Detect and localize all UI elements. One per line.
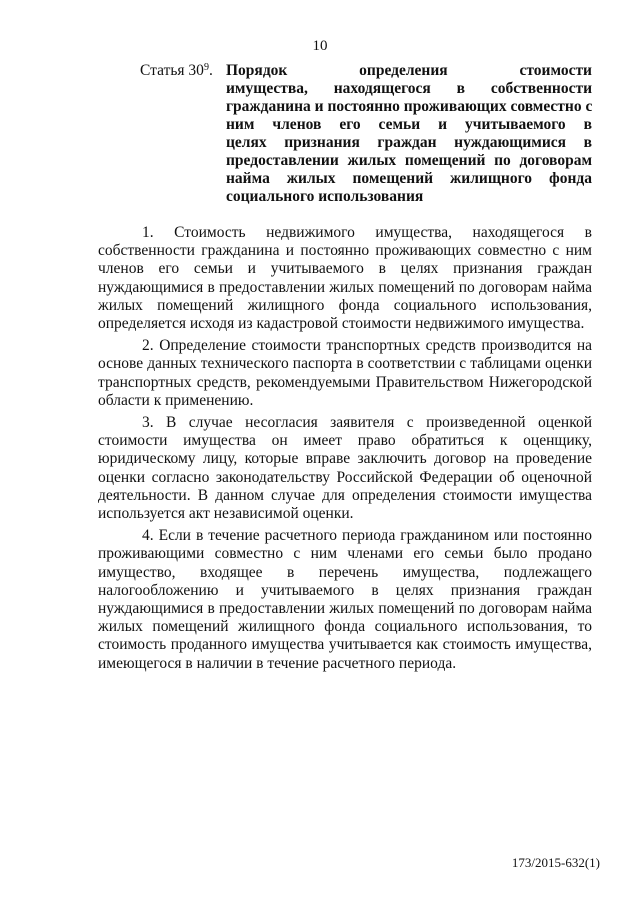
paragraph-line: 3. В случае несогласия заявителя с произведенной оценкой bbox=[142, 414, 592, 432]
paragraph-line: имущество, входящее в перечень имущества, подлежащего bbox=[98, 563, 592, 581]
paragraph-line: транспортных средств, рекомендуемыми Правительством Нижегородской bbox=[98, 373, 592, 391]
paragraph-line: 1. Стоимость недвижимого имущества, находящегося в bbox=[142, 224, 592, 241]
paragraph-line: стоимости имущества он имеет право обратиться к оценщику, bbox=[98, 432, 592, 450]
page-number: 10 bbox=[312, 38, 328, 54]
paragraph-line: жилых помещений жилищного фонда социального использования, bbox=[98, 296, 592, 314]
article-title-line: найма жилых помещений жилищного фонда bbox=[226, 170, 592, 187]
article-label-dot: . bbox=[208, 62, 213, 79]
paragraph-line: членов его семьи и учитываемого в целях признания граждан bbox=[98, 260, 592, 278]
article-title-line: предоставлении жилых помещений по договорам bbox=[226, 152, 592, 169]
paragraph-line: налогообложению и учитываемого в целях признания граждан bbox=[98, 581, 592, 599]
paragraph-line: 2. Определение стоимости транспортных средств производится на bbox=[142, 337, 592, 355]
paragraph-line: имеющегося в наличии в течение расчетного периода. bbox=[98, 654, 457, 672]
article-title-line: целях признания граждан нуждающимися в bbox=[226, 134, 592, 151]
paragraph-line: основе данных технического паспорта в соответствии с таблицами оценки bbox=[98, 355, 592, 373]
paragraph-line: 4. Если в течение расчетного периода гражданином или постоянно bbox=[142, 527, 592, 545]
article-title-line: ним членов его семьи и учитываемого в bbox=[226, 116, 592, 133]
paragraph-line: определяется исходя из кадастровой стоимости недвижимого имущества. bbox=[98, 315, 585, 333]
paragraph-3 bbox=[98, 414, 592, 523]
document-code: 173/2015-632(1) bbox=[511, 855, 600, 870]
paragraph-line: стоимость проданного имущества учитывается как стоимость имущества, bbox=[98, 636, 592, 654]
paragraph-line: проживающими совместно с ним членами его семьи было продано bbox=[98, 545, 592, 563]
article-label bbox=[140, 62, 213, 80]
paragraph-line: деятельности. В данном случае для определения стоимости имущества bbox=[98, 486, 592, 504]
paragraph-line: собственности гражданина и постоянно проживающих совместно с ним bbox=[98, 242, 592, 260]
paragraph-4 bbox=[98, 527, 592, 673]
paragraph-line: нуждающимися в предоставлении жилых помещений по договорам найма bbox=[98, 600, 592, 618]
paragraph-line: юридическому лицу, которые вправе заключить договор на проведение bbox=[98, 450, 592, 468]
paragraph-line: используется акт независимой оценки. bbox=[98, 505, 354, 523]
paragraph-line: области к применению. bbox=[98, 391, 254, 409]
article-label-text: Статья 30 bbox=[140, 62, 204, 79]
article-title-line: гражданина и постоянно проживающих совместно с bbox=[226, 98, 593, 115]
paragraph-line: жилых помещений жилищного фонда социального использования, то bbox=[98, 618, 592, 636]
paragraph-2 bbox=[98, 337, 592, 410]
paragraph-line: оценки согласно законодательству Российской Федерации об оценочной bbox=[98, 468, 592, 486]
article-title-line: Порядок определения стоимости bbox=[226, 62, 592, 79]
article-title-line: социального использования bbox=[226, 188, 424, 205]
paragraph-1 bbox=[98, 224, 592, 333]
paragraph-line: нуждающимися в предоставлении жилых помещений по договорам найма bbox=[98, 278, 592, 296]
article-body bbox=[98, 224, 592, 677]
article-title bbox=[226, 62, 592, 206]
article-label-superscript: 9 bbox=[203, 62, 209, 73]
article-title-line: имущества, находящегося в собственности bbox=[226, 80, 592, 97]
